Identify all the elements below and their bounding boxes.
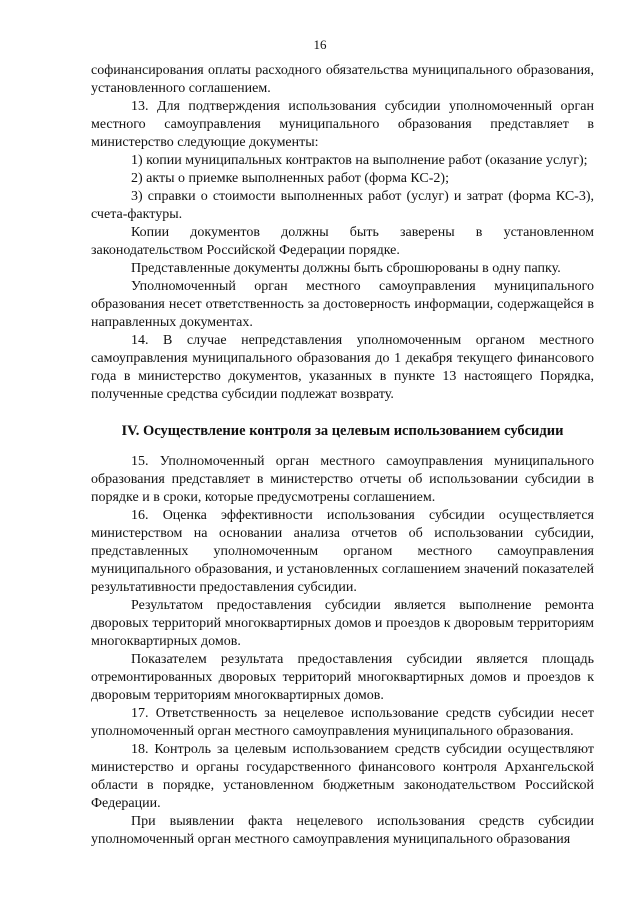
paragraphs-after-section <box>91 453 594 849</box>
paragraphs-before-section <box>91 62 594 404</box>
paragraph: софинансирования оплаты расходного обязательства муниципального образования, установленного соглашением. <box>91 63 594 96</box>
paragraph: 17. Ответственность за нецелевое использование средств субсидии несет уполномоченный орган местного самоуправления муниципального образования. <box>91 706 594 739</box>
paragraph: 16. Оценка эффективности использования субсидии осуществляется министерством на основании анализа отчетов об использовании субсидии, представленных уполномоченным органом местного самоуправления муниципального образования, и установленных соглашением значений показателей результативности предоставления субсидии. <box>91 508 594 595</box>
paragraph: Уполномоченный орган местного самоуправления муниципального образования несет ответственность за достоверность информации, содержащейся в направленных документах. <box>91 279 594 330</box>
paragraph: 18. Контроль за целевым использованием средств субсидии осуществляют министерство и органы государственного финансового контроля Архангельской области в порядке, установленном бюджетным законодательством Российской Федерации. <box>91 742 594 811</box>
paragraph: Результатом предоставления субсидии является выполнение ремонта дворовых территорий многоквартирных домов и проездов к дворовым территориям многоквартирных домов. <box>91 598 594 649</box>
paragraph: 13. Для подтверждения использования субсидии уполномоченный орган местного самоуправления муниципального образования представляет в министерство следующие документы: <box>91 99 594 150</box>
paragraph: При выявлении факта нецелевого использования средств субсидии уполномоченный орган местного самоуправления муниципального образования <box>91 814 594 847</box>
section-heading: IV. Осуществление контроля за целевым использованием субсидии <box>121 423 564 439</box>
paragraph: 2) акты о приемке выполненных работ (форма КС-2); <box>131 171 449 186</box>
page-number: 16 <box>313 37 327 52</box>
paragraph: Показателем результата предоставления субсидии является площадь отремонтированных дворовых территорий многоквартирных домов и проездов к дворовым территориям многоквартирных домов. <box>91 652 594 703</box>
document-body <box>91 62 594 849</box>
paragraph: Представленные документы должны быть сброшюрованы в одну папку. <box>131 261 561 276</box>
paragraph: 15. Уполномоченный орган местного самоуправления муниципального образования представляет в министерство отчеты об использовании субсидии в порядке и в сроки, которые предусмотрены соглашением. <box>91 454 594 505</box>
paragraph: 3) справки о стоимости выполненных работ (услуг) и затрат (форма КС-3), счета-фактуры. <box>91 189 594 222</box>
paragraph: 14. В случае непредставления уполномоченным органом местного самоуправления муниципального образования до 1 декабря текущего финансового года в министерство документов, указанных в пункте 13 настоящего Порядка, полученные средства субсидии подлежат возврату. <box>91 333 594 402</box>
paragraph: Копии документов должны быть заверены в установленном законодательством Российской Федерации порядке. <box>91 225 594 258</box>
paragraph: 1) копии муниципальных контрактов на выполнение работ (оказание услуг); <box>131 153 588 168</box>
